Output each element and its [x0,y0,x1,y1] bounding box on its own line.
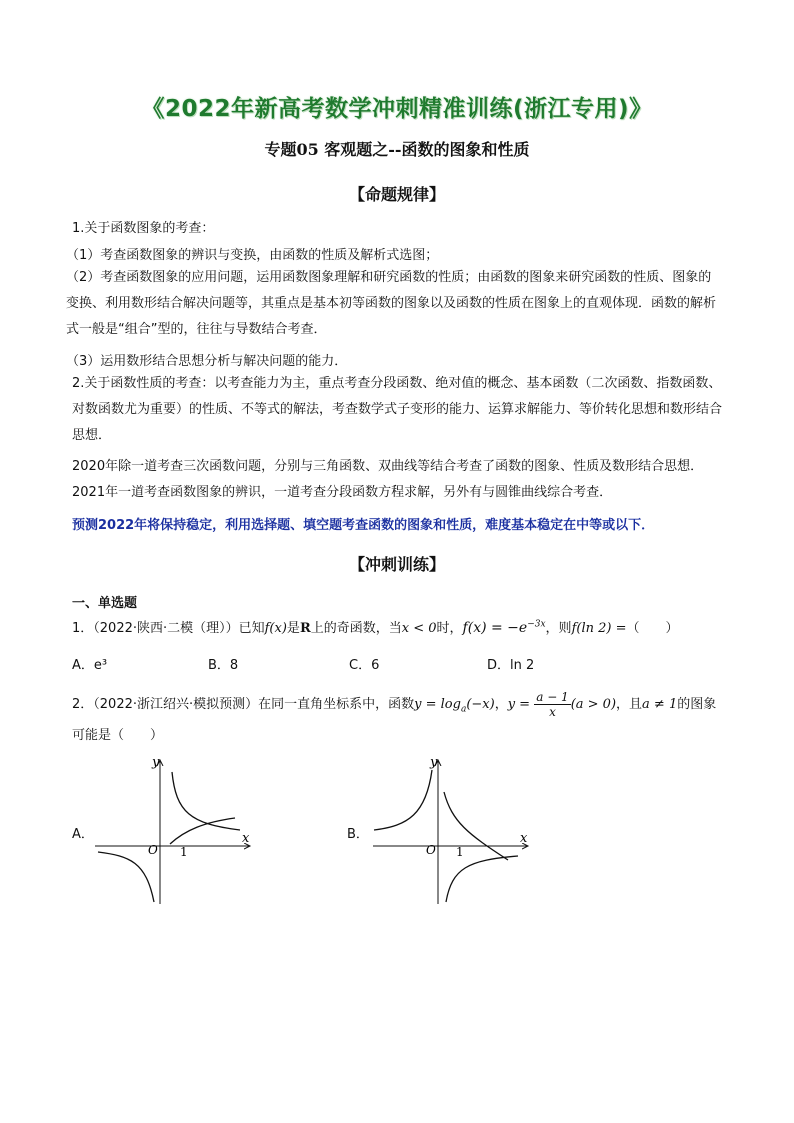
q1-option-c[interactable]: C．6 [349,658,380,673]
graph-a-hyperbola-left [98,852,154,902]
section-single-choice: 一、单选题 [72,596,138,611]
graph-b-y-label: y [430,755,438,770]
q1-source: 1．（2022·陕西·二模（理））已知 [72,621,265,636]
graph-a-one: 1 [180,845,188,859]
graph-b-label[interactable]: B． [347,827,369,842]
rules-item-1b: （2）考查函数图象的应用问题，运用函数图象理解和研究函数的性质；由函数的图象来研究函数的性质、图象的变换、利用数形结合解决问题等，其重点是基本初等函数的图象以及函数的性质在图象上的直观体现．函数的解析式一般是“组合”型的，往往与导数结合考查． [66,270,717,337]
q1-option-a[interactable]: A．e³ [72,658,108,673]
q1-option-d[interactable]: D．ln 2 [487,658,535,673]
graph-b-log-curve [444,792,508,860]
rules-item-1a: （1）考查函数图象的辨识与变换，由函数的性质及解析式选图； [66,248,439,263]
graph-a-hyperbola-right [172,772,240,830]
graph-a-origin: O [148,843,158,857]
rules-item-2: 2.关于函数性质的考查：以考查能力为主，重点考查分段函数、绝对值的概念、基本函数（二次函数、指数函数、对数函数尤为重要）的性质、不等式的解法，考查数学式子变形的能力、运算求解能力、等价转化思想和数形结合思想． [72,376,723,443]
q1-option-b[interactable]: B．8 [208,658,239,673]
graph-b-hyperbola-left [374,770,432,830]
q2-fraction: $\frac{a - 1}{x}$ [536,690,569,719]
document-title: 《2022年新高考数学冲刺精准训练(浙江专用)》 [141,96,653,122]
rules-heading: 【命题规律】 [348,185,445,204]
graph-b-one: 1 [456,845,464,859]
graph-b [368,752,538,912]
q1-exponent: −3x [527,619,546,630]
question-1: 1．（2022·陕西·二模（理））已知f(x)是R上的奇函数，当x < 0时，$f(x) = -e^{-3x}$，则f(ln 2) =（ ） [72,619,679,636]
q1-ask: f(ln 2) = [571,621,627,636]
q2-rational-function: y = [507,697,531,712]
rules-item-1c: （3）运用数形结合思想分析与解决问题的能力． [66,354,348,369]
graph-a-x-label: x [242,831,250,846]
document-subtitle: 专题05 客观题之--函数的图象和性质 [264,140,530,159]
rules-item-3: 2020年除一道考查三次函数问题，分别与三角函数、双曲线等结合考查了函数的图象、性质及数形结合思想．2021年一道考查函数图象的辨识，一道考查分段函数方程求解，另外有与圆锥曲线综合考查． [72,459,704,500]
question-2-line-2: 可能是（ ） [72,728,164,743]
graph-b-hyperbola-right [446,856,518,902]
graph-b-origin: O [426,843,436,857]
q1-condition: x < 0 [401,621,437,636]
q2-source: 2．（2022·浙江绍兴·模拟预测）在同一直角坐标系中，函数 [72,697,415,712]
q2-condition: a ≠ 1 [642,697,678,712]
training-heading: 【冲刺训练】 [348,555,445,574]
q1-expression: f(x) = −e [462,620,528,636]
q1-fx: f(x) [264,621,287,636]
graph-a [90,752,260,912]
rules-item-1: 1.关于函数图象的考查： [72,221,215,236]
q2-log-function: y = log [414,697,461,712]
graph-a-label[interactable]: A． [72,827,94,842]
graph-b-x-label: x [520,831,528,846]
question-2: 2．（2022·浙江绍兴·模拟预测）在同一直角坐标系中，函数$y = \log_a(-x)$，y = $\frac{a - 1}{x}$ (a > 0)，且a ≠ 1的图象 [72,690,717,719]
q1-reals: R [299,621,311,636]
graph-a-y-label: y [152,755,160,770]
rules-prediction: 预测2022年将保持稳定，利用选择题、填空题考查函数的图象和性质，难度基本稳定在中等或以下． [72,518,655,533]
